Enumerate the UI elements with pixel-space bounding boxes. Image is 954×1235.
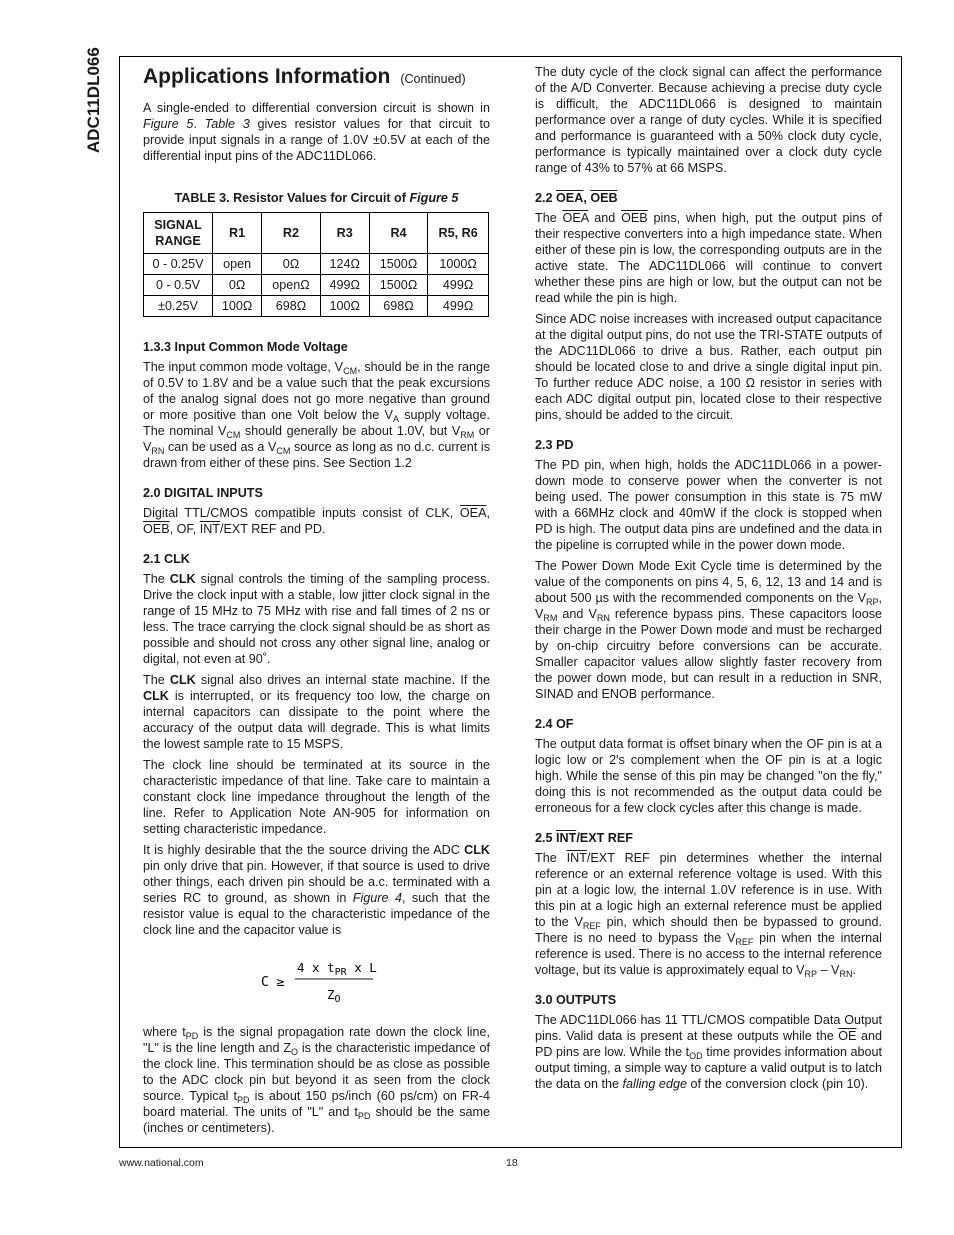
capacitor-formula: [143, 952, 490, 1010]
section-heading-30: 3.0 OUTPUTS: [535, 993, 617, 1007]
table-header: SIGNAL RANGE: [144, 213, 213, 254]
table-cell: 499Ω: [428, 296, 489, 317]
text: , OF,: [169, 522, 200, 536]
text: .: [852, 963, 856, 977]
table-cell: 1500Ω: [369, 275, 427, 296]
table-header-row: [144, 213, 489, 254]
subscript: RM: [543, 613, 558, 623]
italic-text: falling edge: [622, 1077, 687, 1091]
subscript: RN: [596, 613, 610, 623]
text: The: [535, 851, 567, 865]
clk-bold: CLK: [464, 843, 490, 857]
text: ,: [583, 191, 591, 205]
section-heading-133: 1.3.3 Input Common Mode Voltage: [143, 340, 348, 354]
text: pin only drive that pin. However, if that source is used to drive other things, each driven pin should be a.c. terminated with a series RC to ground, as shown in: [143, 859, 490, 905]
table-row: [144, 275, 489, 296]
table-cell: 0Ω: [213, 275, 262, 296]
subscript: RP: [865, 597, 879, 607]
text: The: [143, 572, 170, 586]
text: should generally be about 1.0V, but V: [240, 424, 461, 438]
table-cell: ±0.25V: [144, 296, 213, 317]
formula-numerator: [297, 960, 377, 978]
text: source as long as no d.c. current is drawn from either of these pins. See Section 1.2: [143, 440, 490, 470]
subscript: O: [291, 1047, 299, 1057]
subscript: PD: [237, 1095, 250, 1105]
text: /EXT REF and PD.: [220, 522, 326, 536]
section-heading-24: 2.4 OF: [535, 717, 574, 731]
overline-text: $\overline{OEB}$: [143, 522, 170, 536]
formula-num-b: x L: [346, 960, 377, 975]
subscript: A: [392, 414, 399, 424]
table-cell: openΩ: [262, 275, 320, 296]
text: The: [535, 211, 563, 225]
footer-website[interactable]: www.national.com: [119, 1157, 204, 1169]
table-cell: 698Ω: [369, 296, 427, 317]
overline-text: $\overline{OEA}$: [562, 211, 589, 225]
table-header: R1: [213, 213, 262, 254]
side-title-text: ADC11DL066: [84, 47, 103, 153]
subscript: REF: [735, 937, 754, 947]
table-caption-fig: Figure 5: [409, 191, 459, 205]
clk-bold: CLK: [143, 689, 169, 703]
table-cell: 499Ω: [320, 275, 369, 296]
text: 2.2: [535, 191, 557, 205]
paragraph-duty-cycle: The duty cycle of the clock signal can affect the performance of the A/D Converter. Because achieving a precise duty cycle is difficult, the ADC11DL066 is designed to maintain performance over a range of duty cycles. While it is specified and performance is guaranteed with a 50% clock duty cycle, performance is typically maintained over a clock duty cycle range of 43% to 57% at 66 MSPS.: [535, 65, 882, 175]
paragraph-21-4: [143, 842, 490, 938]
intro-text-b: .: [193, 117, 205, 131]
subscript: RP: [804, 969, 818, 979]
paragraph-23-1: The PD pin, when high, holds the ADC11DL066 in a power-down mode to conserve power when the converter is not being used. The power consumption in this state is 75 mW with a 66MHz clock and 40mW if the clock is stopped when PD is high. The output data pins are undefined and the data in the pipeline is corrupted while in the power down mode.: [535, 458, 882, 552]
overline-text: $\overline{OE}$: [838, 1029, 857, 1043]
section-heading-22: [535, 190, 882, 206]
table-row: [144, 254, 489, 275]
formula-num-a: 4 x t: [297, 960, 335, 975]
text: and PD pins are low. While the t: [535, 1029, 882, 1059]
text: is the characteristic impedance of the clock line. This termination should be as close as possible to the ADC clock pin but beyond it as seen from the clock source. Typical t: [143, 1041, 490, 1103]
subscript: RM: [460, 430, 475, 440]
text: pin, which should then be bypassed to ground. There is no need to bypass the V: [535, 915, 882, 945]
section-heading-23: 2.3 PD: [535, 438, 574, 452]
subscript: RN: [839, 969, 853, 979]
clk-bold: CLK: [169, 572, 196, 586]
text: ,: [486, 506, 490, 520]
text: is about 150 ps/inch (60 ps/cm) on FR-4 board material. The units of "L" and t: [143, 1089, 490, 1119]
text: should be the same (inches or centimeters).: [143, 1105, 491, 1135]
table-row: [144, 296, 489, 317]
right-column: [535, 64, 882, 1097]
page-heading: [143, 64, 490, 92]
formula-den: Z: [327, 987, 335, 1002]
table-cell: 124Ω: [320, 254, 369, 275]
text: The ADC11DL066 has 11 TTL/CMOS compatible Data Output pins. Valid data is present at these outputs while the: [535, 1013, 882, 1043]
table3-ref: Table 3: [204, 117, 250, 131]
side-title: [72, 47, 122, 165]
text: 2.5: [535, 831, 557, 845]
paragraph-21-5: [143, 1024, 490, 1136]
text: of the conversion clock (pin 10).: [686, 1077, 869, 1091]
table-cell: 0 - 0.25V: [144, 254, 213, 275]
text: – V: [817, 963, 840, 977]
table-cell: 499Ω: [428, 275, 489, 296]
text: It is highly desirable that the the source driving the ADC: [143, 843, 465, 857]
text: signal controls the timing of the sampling process. Drive the clock input with a stable, low jitter clock signal in the range of 15 MHz to 75 MHz with rise and fall times of 2 ns or less. The trace carrying the clock signal should be as short as possible and should not cross any other signal line, analog or digital, not even at 90˚.: [143, 572, 490, 666]
resistor-table: [143, 212, 489, 317]
text: where t: [143, 1025, 186, 1039]
paragraph-23-2: [535, 558, 882, 702]
subscript: PD: [357, 1111, 371, 1121]
text: time provides information about output timing, a simple way to capture a valid output is to latch the data on the: [535, 1045, 882, 1091]
paragraph-20: [143, 505, 490, 537]
overline-text: OEB: [590, 191, 618, 205]
subscript: PD: [185, 1031, 199, 1041]
section-heading-20: 2.0 DIGITAL INPUTS: [143, 486, 263, 500]
table-cell: 1000Ω: [428, 254, 489, 275]
paragraph-24-1: The output data format is offset binary when the OF pin is at a logic low or 2's complement when the OF pin is at a logic high. While the sense of this pin may be changed "on the fly," doing this is not recommended as the output data could be erroneous for a few clock cycles after this change is made.: [535, 737, 882, 815]
table-cell: 100Ω: [320, 296, 369, 317]
overline-text: $\overline{INT}$: [566, 851, 587, 865]
footer-page-number: 18: [506, 1157, 518, 1169]
table-header: R5, R6: [428, 213, 489, 254]
paragraph-133: [143, 359, 490, 471]
table-cell: 100Ω: [213, 296, 262, 317]
overline-text: OEA: [556, 191, 584, 205]
heading-continued: (Continued): [400, 72, 466, 86]
paragraph-22-2: Since ADC noise increases with increased output capacitance at the digital output pins, do not use the TRI-STATE outputs of the ADC11DL066 to drive a bus. Rather, each output pin should be located close to and drive a single digital input pin. To further reduce ADC noise, a 100 Ω resistor in series with each ADC digital output pin, located close to their respective pins, should be added to the circuit.: [535, 312, 882, 422]
subscript: CM: [343, 366, 358, 376]
paragraph-21-3: The clock line should be terminated at its source in the characteristic impedance of that line. Take care to maintain a constant clock line impedance throughout the length of the line. Refer to Application Note AN-905 for information on setting characteristic impedance.: [143, 758, 490, 836]
text: , V: [535, 591, 882, 621]
table-header: R4: [369, 213, 427, 254]
paragraph-22-1: [535, 210, 882, 306]
text: , such that the resistor value is equal to the characteristic impedance of the clock line and the capacitor value is: [143, 891, 490, 937]
left-column: [143, 64, 490, 1141]
text: /EXT REF: [576, 831, 633, 845]
intro-paragraph: [143, 100, 490, 164]
formula-num-sub: PR: [334, 967, 347, 978]
text: signal also drives an internal state machine. If the: [195, 673, 490, 687]
overline-text: $\overline{OEB}$: [621, 211, 648, 225]
intro-text-c: gives resistor values for that circuit to provide input signals in a range of 1.0V ±0.5V at each of the differential input pins of the ADC11DL066.: [143, 117, 490, 163]
formula-den-sub: O: [334, 994, 341, 1005]
subscript: CM: [226, 430, 241, 440]
figure4-ref: Figure 4: [352, 891, 402, 905]
table-cell: 1500Ω: [369, 254, 427, 275]
text: and V: [557, 607, 597, 621]
subscript: CM: [276, 446, 291, 456]
formula-graphic: [255, 952, 405, 1010]
paragraph-25-1: [535, 850, 882, 978]
table-cell: 698Ω: [262, 296, 320, 317]
text: Digital TTL/CMOS compatible inputs consist of CLK,: [143, 506, 460, 520]
table-header: R3: [320, 213, 369, 254]
table-caption-text: TABLE 3. Resistor Values for Circuit of: [174, 191, 410, 205]
subscript: REF: [582, 921, 601, 931]
text: The input common mode voltage, V: [143, 360, 344, 374]
formula-lhs: C ≥: [261, 975, 285, 990]
intro-text-a: A single-ended to differential conversion circuit is shown in: [143, 101, 490, 115]
text: pin when the internal reference is used. There is no access to the internal reference voltage, but its value is approximately equal to V: [535, 931, 882, 977]
table-cell: open: [213, 254, 262, 275]
text: is the signal propagation rate down the clock line, "L" is the line length and Z: [143, 1025, 490, 1055]
heading-title: Applications Information: [143, 65, 391, 88]
overline-text: $\overline{INT}$: [199, 522, 220, 536]
clk-bold: CLK: [169, 673, 196, 687]
table-cell: 0 - 0.5V: [144, 275, 213, 296]
section-heading-25: [535, 830, 882, 846]
text: /EXT REF pin determines whether the internal reference or an external reference voltage is used. With this pin at a logic low, the internal 1.0V reference is in use. With this pin at a logic high an external reference must be applied to the V: [535, 851, 882, 929]
text: and: [588, 211, 622, 225]
figure5-ref: Figure 5: [143, 117, 194, 131]
text: is interrupted, or its frequency too low, the charge on internal capacitors can dissipate to the point where the accuracy of the output data will degrade. This is what limits the lowest sample rate to 15 MSPS.: [143, 689, 490, 751]
text: or V: [143, 424, 491, 454]
paragraph-21-1: [143, 571, 490, 667]
table-header: R2: [262, 213, 320, 254]
subscript: RN: [151, 446, 165, 456]
overline-text: INT: [556, 831, 577, 845]
paragraph-30-1: [535, 1012, 882, 1092]
subscript: OD: [689, 1051, 703, 1061]
formula-denominator: [327, 987, 341, 1005]
paragraph-21-2: [143, 672, 490, 752]
section-heading-21: 2.1 CLK: [143, 552, 190, 566]
text: The: [143, 673, 170, 687]
text: can be used as a V: [164, 440, 277, 454]
table-cell: 0Ω: [262, 254, 320, 275]
overline-text: $\overline{OEA}$: [459, 506, 487, 520]
text: reference bypass pins. These capacitors loose their charge in the Power Down mode and must be recharged by on-chip circuitry before conversions can be accurate. Smaller capacitor values allow slightly faster recovery from the power down mode, but can result in a reduction in SNR, SINAD and ENOB performance.: [535, 607, 882, 701]
text: supply voltage. The nominal V: [143, 408, 490, 438]
text: pins, when high, put the output pins of their respective converters into a high impedance state. When either of these pin is low, the corresponding outputs are in the active state. The ADC11DL066 will continue to convert whether these pins are high or low, but the output can not be read while the pin is high.: [535, 211, 882, 305]
text: , should be in the range of 0.5V to 1.8V and be a value such that the peak excursions of the analog signal does not go more negative than ground or more positive than one Volt below the V: [143, 360, 490, 422]
table-caption: [143, 190, 490, 206]
text: The Power Down Mode Exit Cycle time is determined by the value of the components on pins 4, 5, 6, 12, 13 and 14 and is about 500 µs with the recommended components on the V: [535, 559, 882, 605]
